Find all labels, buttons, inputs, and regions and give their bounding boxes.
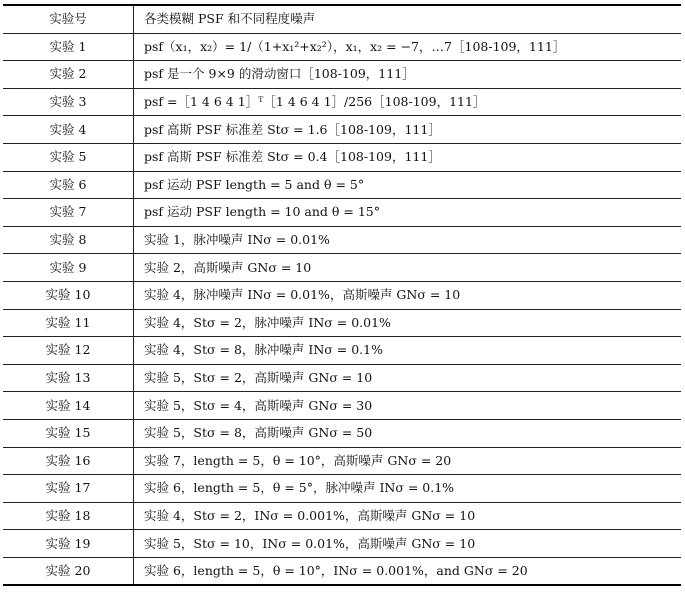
table-row — [3, 61, 681, 89]
row-id-cell: 实验 4 — [3, 116, 134, 144]
header-desc-cell: 各类模糊 PSF 和不同程度噪声 — [134, 5, 682, 33]
table-row — [3, 502, 681, 530]
table-body — [3, 5, 681, 585]
table-row — [3, 392, 681, 420]
row-desc-cell: 实验 7，length = 5，θ = 10°，高斯噪声 GNσ = 20 — [134, 447, 682, 475]
table-row — [3, 171, 681, 199]
row-id-cell: 实验 13 — [3, 364, 134, 392]
header-id-cell: 实验号 — [3, 5, 134, 33]
row-id-cell: 实验 12 — [3, 337, 134, 365]
row-id-cell: 实验 1 — [3, 33, 134, 61]
table-row — [3, 254, 681, 282]
row-desc-cell: psf 高斯 PSF 标准差 Stσ = 0.4［108-109，111］ — [134, 143, 682, 171]
table-row — [3, 281, 681, 309]
table-row — [3, 309, 681, 337]
row-desc-cell: 实验 6，length = 5，θ = 10°，INσ = 0.001%，and GNσ = 20 — [134, 557, 682, 585]
row-id-cell: 实验 18 — [3, 502, 134, 530]
row-desc-cell: psf 是一个 9×9 的滑动窗口［108-109，111］ — [134, 61, 682, 89]
table-row — [3, 116, 681, 144]
table-row — [3, 530, 681, 558]
table-row — [3, 475, 681, 503]
table-row — [3, 226, 681, 254]
row-id-cell: 实验 19 — [3, 530, 134, 558]
row-desc-cell: 实验 6，length = 5，θ = 5°，脉冲噪声 INσ = 0.1% — [134, 475, 682, 503]
row-id-cell: 实验 2 — [3, 61, 134, 89]
row-id-cell: 实验 9 — [3, 254, 134, 282]
row-id-cell: 实验 8 — [3, 226, 134, 254]
row-desc-cell: 实验 4，Stσ = 2，INσ = 0.001%，高斯噪声 GNσ = 10 — [134, 502, 682, 530]
row-desc-cell: 实验 4，Stσ = 8，脉冲噪声 INσ = 0.1% — [134, 337, 682, 365]
row-desc-cell: 实验 5，Stσ = 10，INσ = 0.01%，高斯噪声 GNσ = 10 — [134, 530, 682, 558]
row-id-cell: 实验 6 — [3, 171, 134, 199]
row-id-cell: 实验 20 — [3, 557, 134, 585]
table-row — [3, 337, 681, 365]
experiment-table — [3, 4, 681, 586]
experiment-table-container — [3, 4, 681, 586]
row-desc-cell: psf（x₁，x₂）= 1/（1+x₁²+x₂²），x₁，x₂ = −7，…7［108-109，111］ — [134, 33, 682, 61]
row-desc-cell: psf 高斯 PSF 标准差 Stσ = 1.6［108-109，111］ — [134, 116, 682, 144]
table-row — [3, 143, 681, 171]
table-row — [3, 88, 681, 116]
row-desc-cell: psf 运动 PSF length = 5 and θ = 5° — [134, 171, 682, 199]
row-desc-cell: psf =［1 4 6 4 1］ᵀ［1 4 6 4 1］/256［108-109，111］ — [134, 88, 682, 116]
table-row — [3, 419, 681, 447]
row-desc-cell: 实验 1，脉冲噪声 INσ = 0.01% — [134, 226, 682, 254]
row-desc-cell: 实验 5，Stσ = 2，高斯噪声 GNσ = 10 — [134, 364, 682, 392]
row-id-cell: 实验 7 — [3, 199, 134, 227]
row-desc-cell: 实验 5，Stσ = 8，高斯噪声 GNσ = 50 — [134, 419, 682, 447]
row-id-cell: 实验 15 — [3, 419, 134, 447]
table-row — [3, 364, 681, 392]
row-desc-cell: psf 运动 PSF length = 10 and θ = 15° — [134, 199, 682, 227]
table-row — [3, 199, 681, 227]
row-desc-cell: 实验 2，高斯噪声 GNσ = 10 — [134, 254, 682, 282]
row-id-cell: 实验 16 — [3, 447, 134, 475]
row-id-cell: 实验 10 — [3, 281, 134, 309]
row-id-cell: 实验 3 — [3, 88, 134, 116]
table-row — [3, 557, 681, 585]
row-desc-cell: 实验 4，脉冲噪声 INσ = 0.01%，高斯噪声 GNσ = 10 — [134, 281, 682, 309]
table-header-row — [3, 5, 681, 33]
row-id-cell: 实验 11 — [3, 309, 134, 337]
row-desc-cell: 实验 5，Stσ = 4，高斯噪声 GNσ = 30 — [134, 392, 682, 420]
table-row — [3, 33, 681, 61]
table-row — [3, 447, 681, 475]
row-desc-cell: 实验 4，Stσ = 2，脉冲噪声 INσ = 0.01% — [134, 309, 682, 337]
row-id-cell: 实验 5 — [3, 143, 134, 171]
row-id-cell: 实验 14 — [3, 392, 134, 420]
row-id-cell: 实验 17 — [3, 475, 134, 503]
